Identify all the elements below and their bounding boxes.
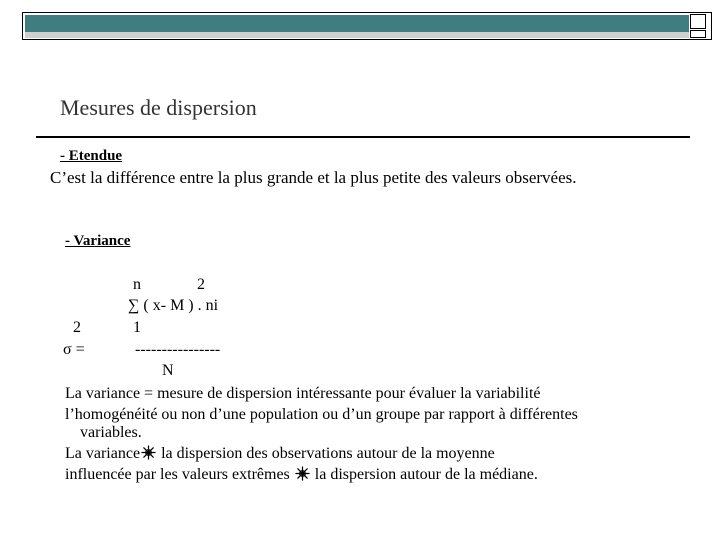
formula-sum-lower: 1 [133,319,141,336]
header-corner-box [690,14,706,29]
etendue-definition: C’est la différence entre la plus grande et la plus petite des valeurs observées. [50,168,577,187]
formula-sigma-exponent: 2 [73,319,81,336]
line5-part-a: influencée par les valeurs extrêmes [65,466,294,483]
header-decoration-bar [22,12,712,40]
formula-fraction-bar: ---------------- [135,341,221,358]
header-teal-band [25,15,689,32]
variance-text-line-3: variables. [80,424,142,441]
snowflake-icon [141,445,156,460]
etendue-heading: - Etendue [60,148,123,164]
formula-denominator: N [162,362,174,379]
variance-text-line-1: La variance = mesure de dispersion intéressante pour évaluer la variabilité [65,385,541,402]
formula-sum-exponent-n: n [133,276,141,293]
slide-title: Mesures de dispersion [60,95,257,120]
variance-text-line-2: l’homogénéité ou non d’une population ou d’un groupe par rapport à différentes [65,406,578,423]
line4-part-a: La variance [65,445,141,462]
variance-heading: - Variance [65,233,131,249]
snowflake-icon [295,466,310,481]
variance-text-line-4 [65,445,495,463]
variance-text-line-5 [65,466,538,484]
title-divider [36,136,690,138]
formula-sum-expression: ∑ ( x- M ) . ni [128,297,219,314]
header-gray-band [25,32,689,38]
formula-sigma-label: σ = [63,341,85,358]
line4-part-b: la dispersion des observations autour de la moyenne [157,445,495,462]
header-corner-box-small [690,30,706,38]
formula-sum-exponent-2: 2 [197,276,205,293]
line5-part-b: la dispersion autour de la médiane. [310,466,538,483]
